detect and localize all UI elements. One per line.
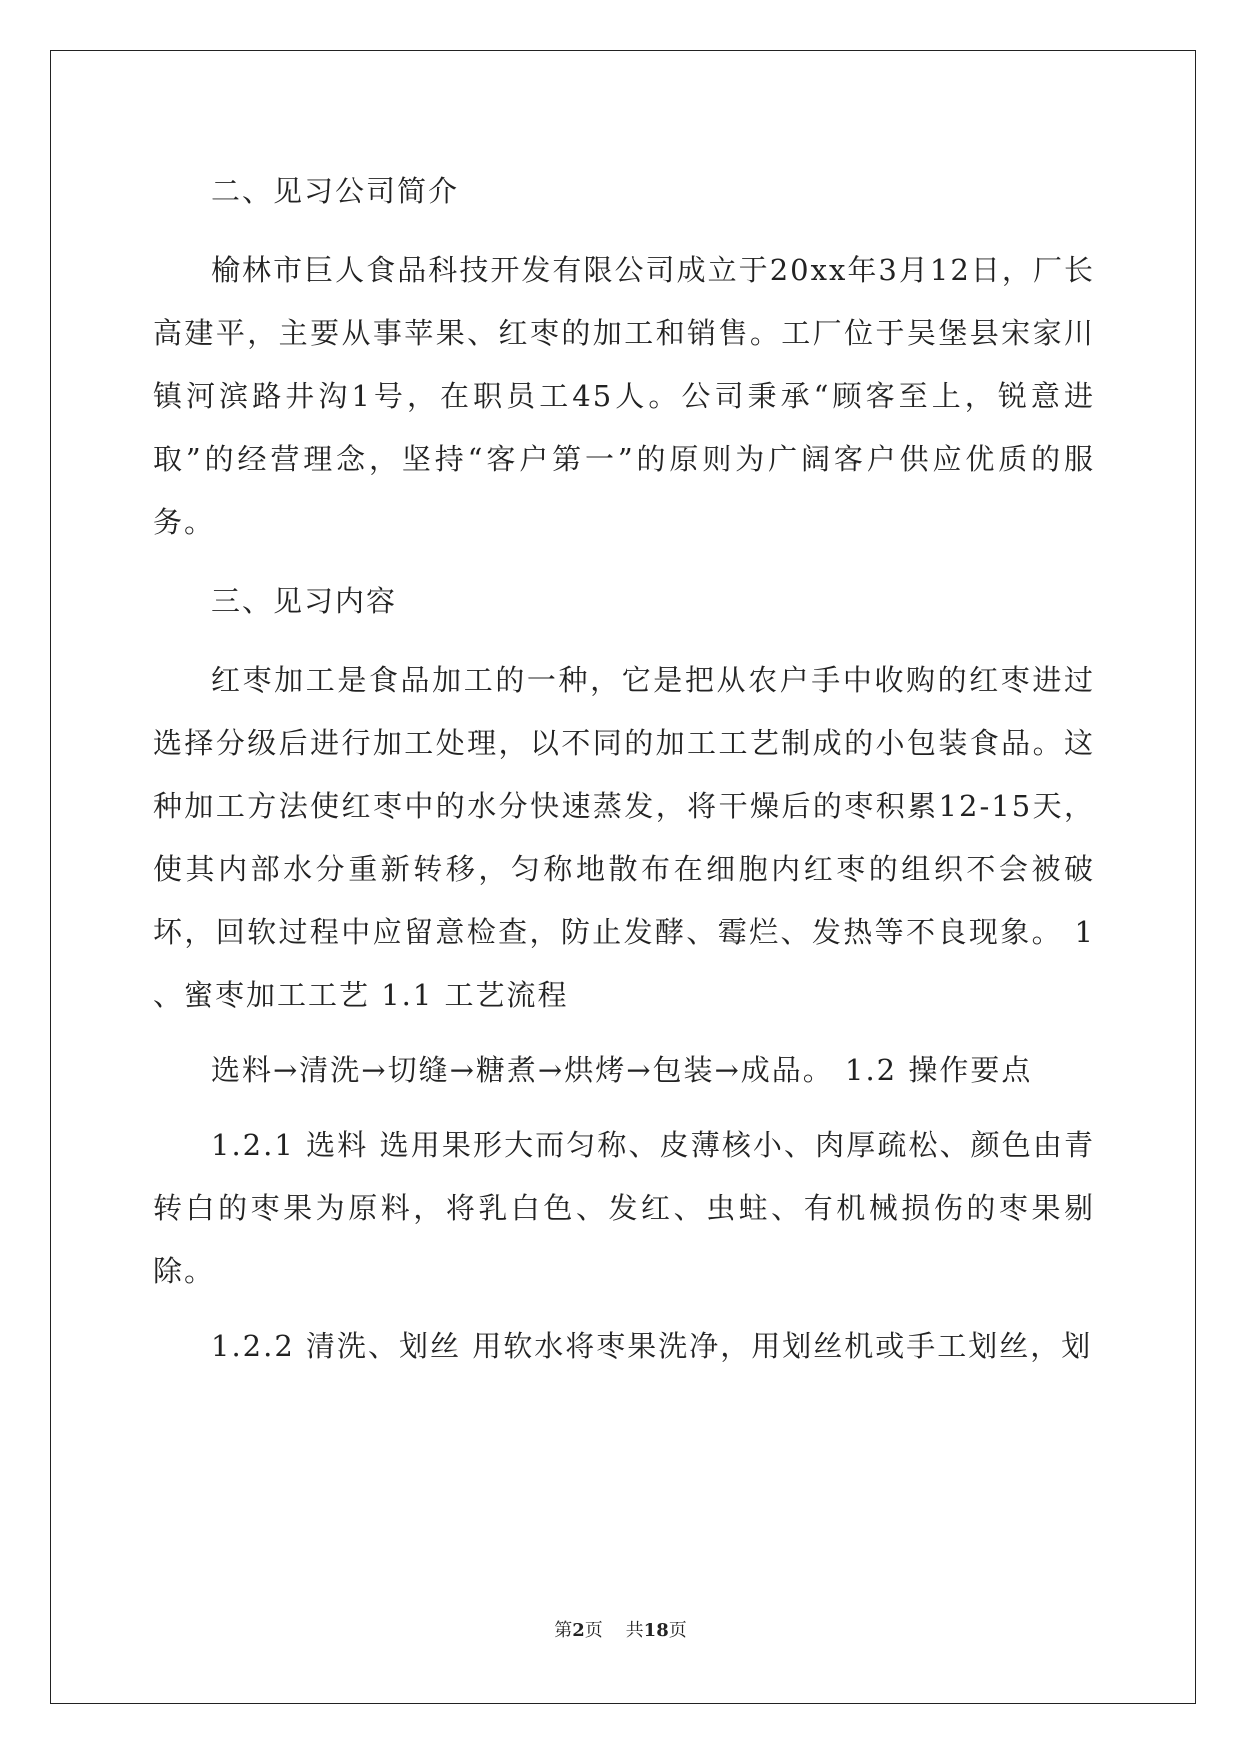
paragraph-step-washing: 1.2.2 清洗、划丝 用软水将枣果洗净，用划丝机或手工划丝，划 [211,1329,1093,1363]
paragraph-company-intro: 榆林市巨人食品科技开发有限公司成立于20xx年3月12日，厂长高建平，主要从事苹果、红枣的加工和销售。工厂位于吴堡县宋家川镇河滨路井沟1号，在职员工45人。公司秉承“顾客至上，锐意进取”的经营理念，坚持“客户第一”的原则为广阔客户供应优质的服务。 [153,253,1095,539]
paragraph-process-flow: 选料→清洗→切缝→糖煮→烘烤→包装→成品。 1.2 操作要点 [211,1053,1033,1087]
page-number-prefix: 第 [554,1620,573,1641]
page-number-current: 2 [572,1620,585,1641]
page-total-count: 18 [643,1620,669,1641]
page-total-suffix: 页 [668,1620,687,1641]
section-heading-company-intro: 二、见习公司简介 [211,174,460,208]
paragraph-step-selection: 1.2.1 选料 选用果形大而匀称、皮薄核小、肉厚疏松、颜色由青转白的枣果为原料，将乳白色、发红、虫蛀、有机械损伤的枣果剔除。 [153,1128,1095,1288]
page-number-suffix: 页 [584,1620,603,1641]
section-heading-internship-content: 三、见习内容 [211,584,398,618]
page-total-prefix: 共 [625,1620,644,1641]
page-footer [0,1616,1241,1642]
document-body [153,160,1095,1378]
paragraph-red-date-processing: 红枣加工是食品加工的一种，它是把从农户手中收购的红枣进过选择分级后进行加工处理，以不同的加工工艺制成的小包装食品。这种加工方法使红枣中的水分快速蒸发，将干燥后的枣积累12-15天，使其内部水分重新转移，匀称地散布在细胞内红枣的组织不会被破坏，回软过程中应留意检查，防止发酵、霉烂、发热等不良现象。 1 、蜜枣加工工艺 1.1 工艺流程 [153,663,1095,1012]
